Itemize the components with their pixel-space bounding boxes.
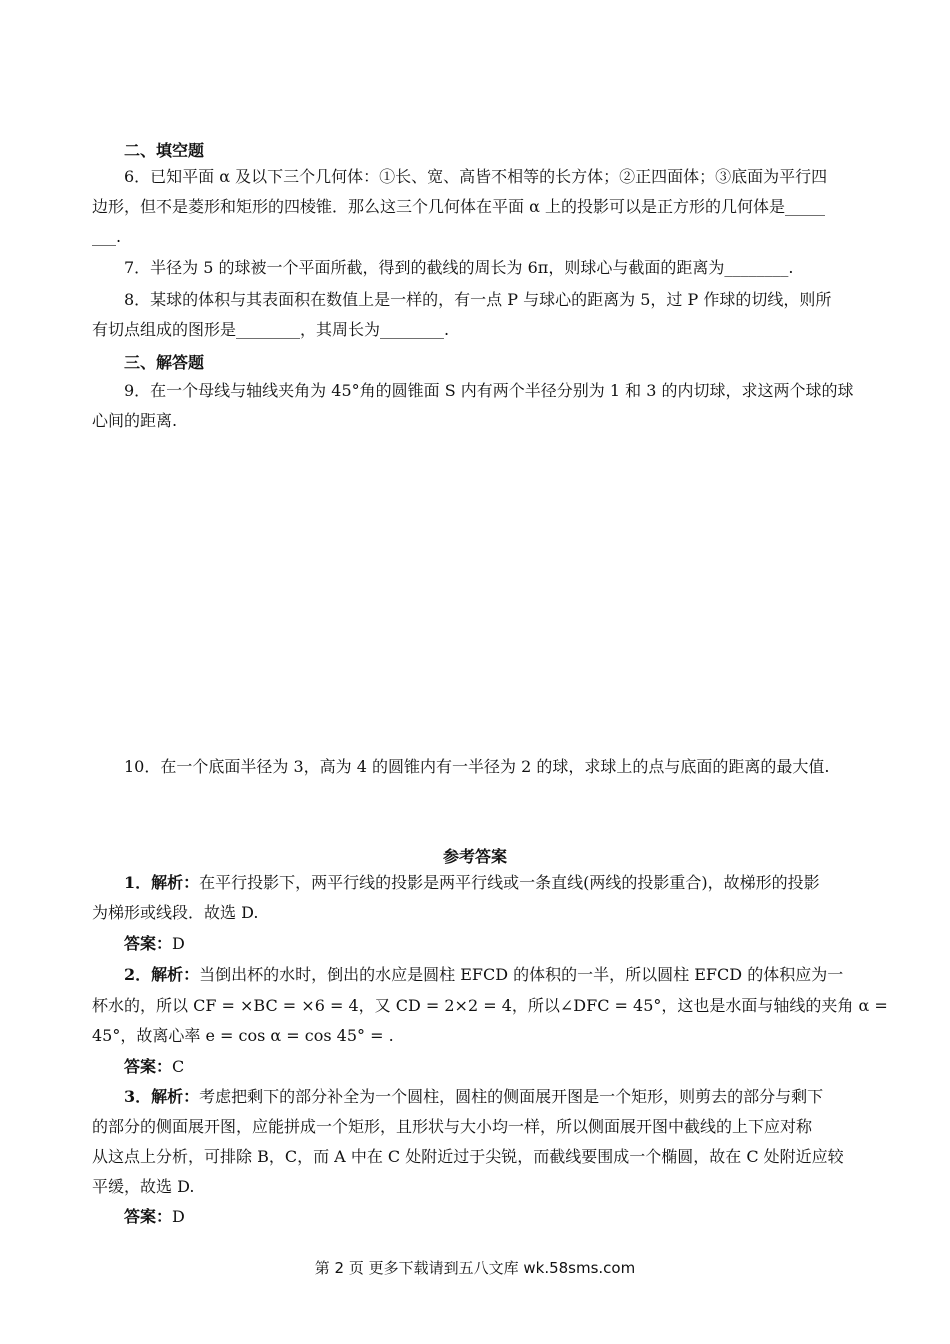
a2-line-1 — [124, 965, 864, 985]
q8-line-2: 有切点组成的图形是________，其周长为________. — [92, 320, 450, 339]
a2-answer — [124, 1057, 864, 1077]
q6-line-1: 6．已知平面 α 及以下三个几何体：①长、宽、高皆不相等的长方体；②正四面体；③底面为平行四 — [124, 167, 828, 186]
answers-title: 参考答案 — [442, 847, 507, 866]
a2-line-2: 杯水的，所以 CF = ×BC = ×6 = 4，又 CD = 2×2 = 4，所以∠DFC = 45°，这也是水面与轴线的夹角 α = — [92, 996, 888, 1015]
a2-answer-label: 答案： — [124, 1057, 173, 1076]
q9-line-2: 心间的距离. — [92, 411, 178, 430]
q6-line-2: 边形，但不是菱形和矩形的四棱锥．那么这三个几何体在平面 α 上的投影可以是正方形的几何体是_____ — [92, 197, 825, 216]
section-heading-solve: 三、解答题 — [124, 353, 205, 372]
q9-line-1: 9．在一个母线与轴线夹角为 45°角的圆锥面 S 内有两个半径分别为 1 和 3 的内切球，求这两个球的球 — [124, 381, 854, 400]
a3-line-3: 从这点上分析，可排除 B，C，而 A 中在 C 处附近过于尖锐，而截线要围成一个椭圆，故在 C 处附近应较 — [92, 1147, 844, 1166]
page-footer: 第 2 页 更多下载请到五八文库 wk.58sms.com — [314, 1259, 636, 1277]
a1-text: 在平行投影下，两平行线的投影是两平行线或一条直线(两线的投影重合)，故梯形的投影 — [199, 873, 820, 892]
a1-line-1 — [124, 873, 864, 893]
a3-text: 考虑把剩下的部分补全为一个圆柱，圆柱的侧面展开图是一个矩形，则剪去的部分与剩下 — [199, 1087, 824, 1106]
a3-answer — [124, 1207, 864, 1227]
a2-text: 当倒出杯的水时，倒出的水应是圆柱 EFCD 的体积的一半，所以圆柱 EFCD 的体积应为一 — [199, 965, 844, 984]
a3-answer-value: D — [172, 1207, 185, 1226]
a3-label: 3．解析： — [124, 1087, 200, 1106]
q7-line: 7．半径为 5 的球被一个平面所截，得到的截线的周长为 6π，则球心与截面的距离为________. — [124, 258, 794, 277]
a3-answer-label: 答案： — [124, 1207, 173, 1226]
a3-line-4: 平缓，故选 D. — [92, 1177, 195, 1196]
a3-line-2: 的部分的侧面展开图，应能拼成一个矩形，且形状与大小均一样，所以侧面展开图中截线的上下应对称 — [92, 1117, 813, 1136]
q10-line: 10．在一个底面半径为 3，高为 4 的圆锥内有一半径为 2 的球，求球上的点与底面的距离的最大值. — [124, 757, 830, 776]
a1-answer — [124, 934, 864, 954]
a2-answer-value: C — [172, 1057, 185, 1076]
a1-answer-label: 答案： — [124, 934, 173, 953]
a1-line-2: 为梯形或线段．故选 D. — [92, 903, 259, 922]
a1-answer-value: D — [172, 934, 185, 953]
a2-label: 2．解析： — [124, 965, 200, 984]
q8-line-1: 8．某球的体积与其表面积在数值上是一样的，有一点 P 与球心的距离为 5，过 P 作球的切线，则所 — [124, 290, 832, 309]
a1-label: 1．解析： — [124, 873, 200, 892]
a3-line-1 — [124, 1087, 864, 1107]
section-heading-fill-blank: 二、填空题 — [124, 141, 205, 160]
a2-line-3: 45°，故离心率 e = cos α = cos 45° = . — [92, 1026, 394, 1045]
q6-line-3: ___. — [92, 227, 122, 246]
